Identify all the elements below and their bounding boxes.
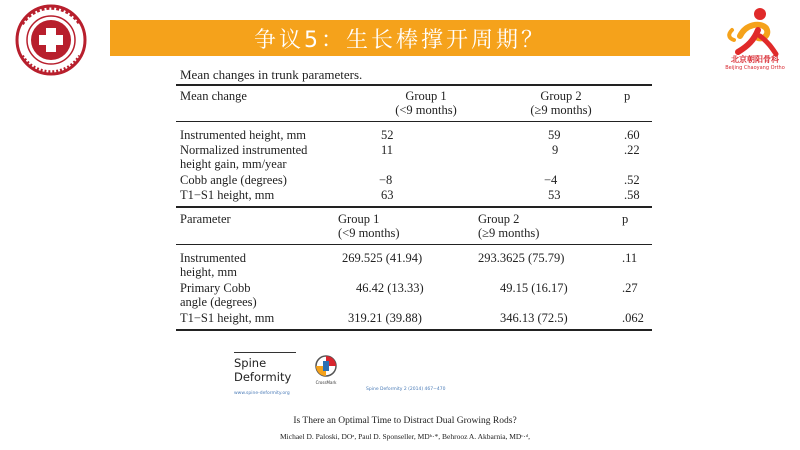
slide-title: 争议5：生长棒撑开周期？ — [254, 27, 546, 53]
table-cell: .22 — [624, 143, 640, 157]
table-cell: 53 — [548, 188, 561, 202]
row-label: Instrumented height, mm — [180, 251, 246, 279]
column-header: p — [624, 89, 631, 103]
journal-logo — [234, 356, 291, 384]
table-cell: 59 — [548, 128, 561, 142]
row-label: Instrumented height, mm — [180, 128, 307, 142]
table-row — [176, 251, 652, 281]
parameter-table — [176, 208, 652, 331]
hospital-logo — [8, 4, 94, 76]
brand-name-cn: 北京朝阳骨科 — [731, 55, 779, 64]
table-row — [176, 173, 652, 188]
column-header: p — [622, 212, 629, 226]
table-cell: .27 — [622, 281, 638, 295]
table-cell: .58 — [624, 188, 640, 202]
table-cell: .11 — [622, 251, 638, 265]
table-caption: Mean changes in trunk parameters. — [180, 67, 363, 82]
table-cell: 319.21 (39.88) — [348, 311, 422, 325]
table-header-row — [176, 89, 652, 121]
table-row — [176, 128, 652, 143]
table-cell: 49.15 (16.17) — [500, 281, 568, 295]
table-cell: 293.3625 (75.79) — [478, 251, 565, 265]
table-cell: −8 — [379, 173, 393, 187]
table-row — [176, 188, 652, 206]
paper-authors: Michael D. Paloski, DOᵃ, Paul D. Sponseller, MDᵇ·*, Behrooz A. Akbarnia, MDᶜ·ᵈ, — [280, 432, 530, 441]
column-header: Mean change — [180, 89, 247, 103]
journal-citation: Spine Deformity 2 (2014) 467−470 — [366, 387, 446, 392]
table-cell: 269.525 (41.94) — [342, 251, 423, 265]
table-cell: 11 — [381, 143, 394, 157]
table-cell: 9 — [552, 143, 559, 157]
crossmark-icon[interactable] — [314, 354, 338, 382]
journal-name-line1: Spine — [234, 356, 267, 370]
table-cell: 46.42 (13.33) — [356, 281, 424, 295]
row-label: Normalized instrumented height gain, mm/year — [180, 143, 308, 171]
column-header: Group 2 (≥9 months) — [478, 212, 540, 240]
journal-url[interactable]: www.spine-deformity.org — [234, 391, 290, 396]
title-banner — [110, 20, 690, 56]
row-label: Cobb angle (degrees) — [180, 173, 287, 187]
table-cell: −4 — [544, 173, 558, 187]
table-cell: 52 — [381, 128, 394, 142]
table-cell: .062 — [622, 311, 644, 325]
column-header: Parameter — [180, 212, 231, 226]
column-header: Group 1 (<9 months) — [338, 212, 400, 240]
table-cell: .60 — [624, 128, 640, 142]
crossmark-label: CrossMark — [315, 380, 337, 385]
table-row — [176, 281, 652, 311]
row-label: T1−S1 height, mm — [180, 311, 275, 325]
table-cell: 63 — [381, 188, 394, 202]
row-label: Primary Cobb angle (degrees) — [180, 281, 257, 309]
row-label: T1−S1 height, mm — [180, 188, 275, 202]
trunk-changes-table — [176, 84, 652, 208]
journal-logo-rule — [234, 352, 296, 353]
table-header-row — [176, 212, 652, 244]
paper-title: Is There an Optimal Time to Distract Dual Growing Rods? — [293, 416, 517, 426]
table-row — [176, 311, 652, 329]
column-header: Group 2 (≥9 months) — [530, 89, 592, 117]
column-header: Group 1 (<9 months) — [395, 89, 457, 117]
brand-name-en: Beijing Chaoyang Ortho — [725, 65, 785, 71]
table-cell: .52 — [624, 173, 640, 187]
table-cell: 346.13 (72.5) — [500, 311, 568, 325]
journal-name-line2: Deformity — [234, 370, 292, 384]
table-row — [176, 143, 652, 173]
